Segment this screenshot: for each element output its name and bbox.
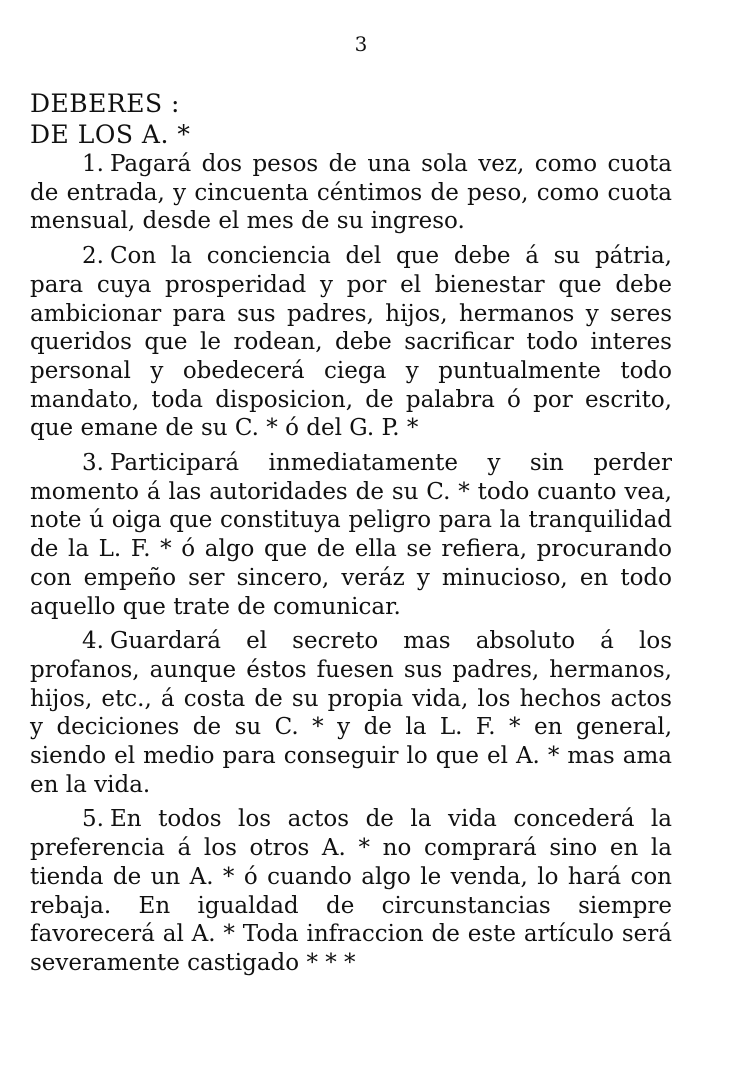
page-number: 3 [354,32,368,56]
article-paragraph [30,805,672,977]
section-heading-duties: DEBERES : [30,89,180,118]
article-paragraph [30,242,672,443]
article-number: 2. [82,243,104,270]
article-paragraph [30,627,672,799]
article-paragraph [30,150,672,236]
document-page [30,30,672,984]
article-number: 1. [82,151,104,177]
article-paragraph [30,449,672,621]
article-number: 4. [82,628,104,655]
article-number: 5. [82,806,104,833]
section-subheading: DE LOS A. * [30,120,191,149]
article-text: Pagará dos pesos de una sola vez, como cuota de entrada, y cincuenta céntimos de peso, como cuota mensual, desde el mes de su ingreso. [30,151,672,235]
article-text: Guardará el secreto mas absoluto á los profanos, aunque éstos fuesen sus padres, hermanos, hijos, etc., á costa de su propia vida, los hechos actos y deciciones de su C. * y de la L. F. * en general, siendo el medio para conseguir lo que el A. * mas ama en la vida. [30,628,672,798]
article-number: 3. [82,450,104,477]
article-text: Participará inmediatamente y sin perder momento á las autoridades de su C. * todo cuanto vea, note ú oiga que constituya peligro para la tranquilidad de la L. F. * ó algo que de ella se refiera, procurando con empeño ser sincero, veráz y minucioso, en todo aquello que trate de comunicar. [30,450,672,620]
article-text: Con la conciencia del que debe á su pátria, para cuya prosperidad y por el bienestar que debe ambicionar para sus padres, hijos, hermanos y seres queridos que le rodean, debe sacrificar todo interes personal y obedecerá ciega y puntualmente todo mandato, toda disposicion, de palabra ó por escrito, que emane de su C. * ó del G. P. * [30,243,672,442]
article-text: En todos los actos de la vida concederá la preferencia á los otros A. * no comprará sino en la tienda de un A. * ó cuando algo le venda, lo hará con rebaja. En igualdad de circunstancias siempre favorecerá al A. * Toda infraccion de este artículo será severamente castigado * * * [30,806,672,976]
